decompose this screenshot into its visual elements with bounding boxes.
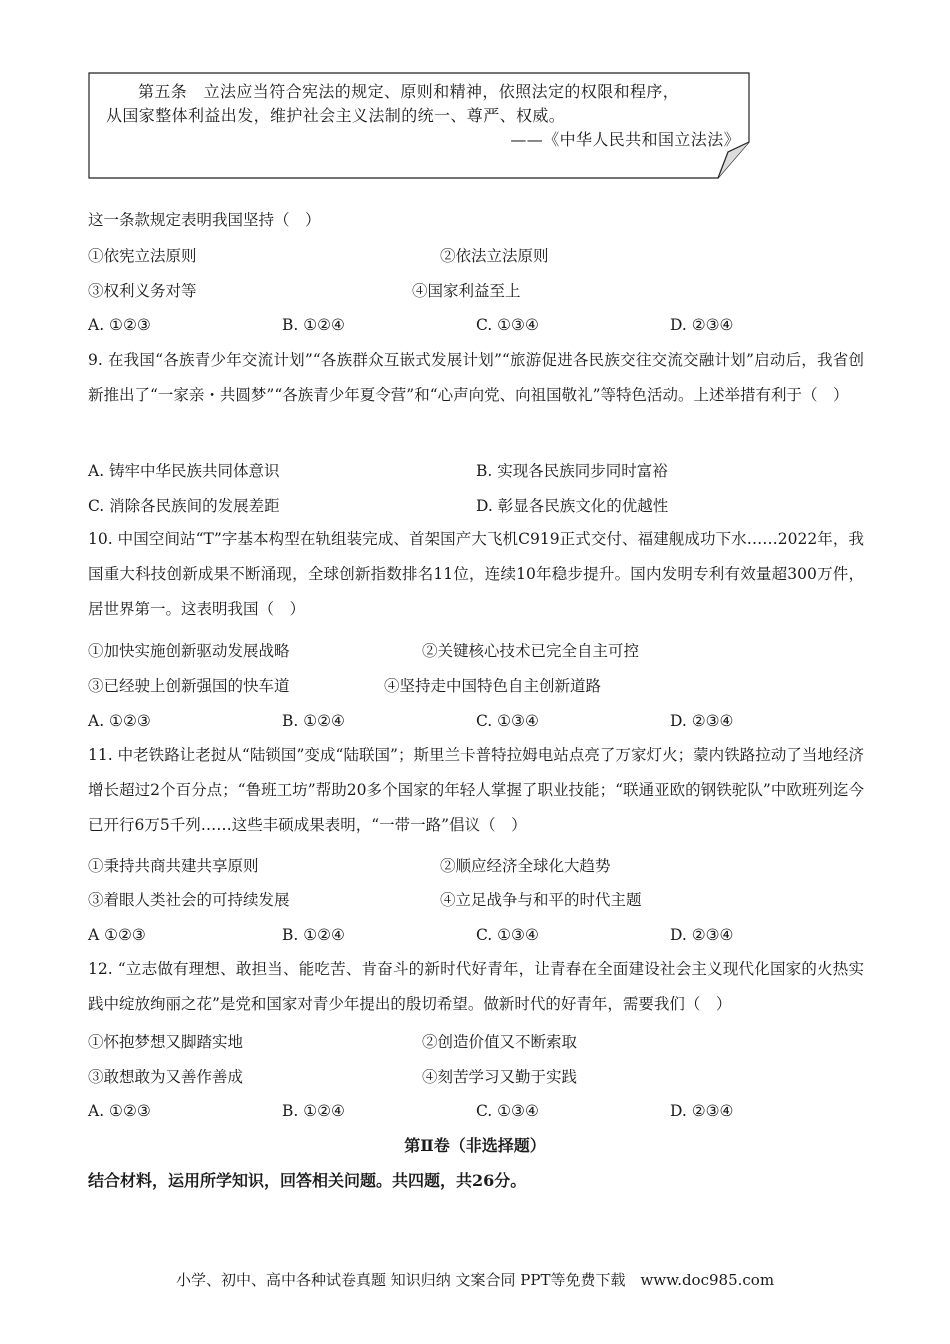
q10-item-1: ①加快实施创新驱动发展战略	[88, 642, 290, 660]
q12-choice-c[interactable]: C. ①③④	[476, 1102, 539, 1120]
q8-choice-c[interactable]: C. ①③④	[476, 316, 539, 334]
q8-item-1: ①依宪立法原则	[88, 247, 197, 265]
q8-stem: 这一条款规定表明我国坚持（ ）	[88, 211, 321, 229]
q9-choice-d[interactable]: D. 彰显各民族文化的优越性	[476, 497, 669, 515]
quote-line-2: 从国家整体利益出发，维护社会主义法制的统一、尊严、权威。	[106, 106, 566, 125]
q11-choice-d[interactable]: D. ②③④	[670, 926, 734, 944]
q10-choice-c[interactable]: C. ①③④	[476, 712, 539, 730]
page-footer: 小学、初中、高中各种试卷真题 知识归纳 文案合同 PPT等免费下载 www.doc985.com	[175, 1271, 775, 1289]
law-quote-box	[88, 72, 750, 178]
q12-item-3: ③敢想敢为又善作善成	[88, 1068, 244, 1086]
quote-text	[106, 80, 746, 152]
q11-stem: 11. 中老铁路让老挝从“陆锁国”变成“陆联国”；斯里兰卡普特拉姆电站点亮了万家灯火；蒙内铁路拉动了当地经济增长超过2个百分点；“鲁班工坊”帮助20多个国家的年轻人掌握了职业技能；“联通亚欧的钢铁驼队”中欧班列迄今已开行6万5千列……这些丰硕成果表明，“一带一路”倡议（ ）	[88, 746, 864, 834]
q8-item-2: ②依法立法原则	[440, 247, 549, 265]
quote-source: ——《中华人民共和国立法法》	[510, 130, 740, 149]
q12-choice-d[interactable]: D. ②③④	[670, 1102, 734, 1120]
q9-choice-c[interactable]: C. 消除各民族间的发展差距	[88, 497, 280, 515]
q8-item-4: ④国家利益至上	[412, 282, 521, 300]
q11-choice-a[interactable]: A ①②③	[88, 926, 146, 944]
q9-choice-a[interactable]: A. 铸牢中华民族共同体意识	[88, 462, 280, 480]
q11-item-1: ①秉持共商共建共享原则	[88, 857, 259, 875]
q12-item-4: ④刻苦学习又勤于实践	[422, 1068, 578, 1086]
quote-line-1: 第五条 立法应当符合宪法的规定、原则和精神，依照法定的权限和程序，	[138, 82, 680, 101]
q10-item-2: ②关键核心技术已完全自主可控	[422, 642, 640, 660]
q9-choice-b[interactable]: B. 实现各民族同步同时富裕	[476, 462, 668, 480]
q10-choice-d[interactable]: D. ②③④	[670, 712, 734, 730]
q8-choice-d[interactable]: D. ②③④	[670, 316, 734, 334]
q8-item-3: ③权利义务对等	[88, 282, 197, 300]
q11-item-2: ②顺应经济全球化大趋势	[440, 857, 611, 875]
part2-heading: 第Ⅱ卷（非选择题）	[404, 1136, 546, 1155]
q12-stem: 12. “立志做有理想、敢担当、能吃苦、肯奋斗的新时代好青年，让青春在全面建设社会主义现代化国家的火热实践中绽放绚丽之花”是党和国家对青少年提出的殷切希望。做新时代的好青年，需要我们（ ）	[88, 960, 864, 1013]
q11-item-3: ③着眼人类社会的可持续发展	[88, 891, 290, 909]
q12-choice-b[interactable]: B. ①②④	[282, 1102, 345, 1120]
q10-item-3: ③已经驶上创新强国的快车道	[88, 677, 290, 695]
q10-choice-a[interactable]: A. ①②③	[88, 712, 151, 730]
q9-stem: 9. 在我国“各族青少年交流计划”“各族群众互嵌式发展计划”“旅游促进各民族交往交流交融计划”启动后，我省创新推出了“一家亲・共圆梦”“各族青少年夏令营”和“心声向党、向祖国敬礼”等特色活动。上述举措有利于（ ）	[88, 351, 864, 404]
q10-choice-b[interactable]: B. ①②④	[282, 712, 345, 730]
q8-choice-a[interactable]: A. ①②③	[88, 316, 151, 334]
q8-choice-b[interactable]: B. ①②④	[282, 316, 345, 334]
q11-choice-c[interactable]: C. ①③④	[476, 926, 539, 944]
q10-stem: 10. 中国空间站“T”字基本构型在轨组装完成、首架国产大飞机C919正式交付、福建舰成功下水……2022年，我国重大科技创新成果不断涌现，全球创新指数排名11位，连续10年稳步提升。国内发明专利有效量超300万件，居世界第一。这表明我国（ ）	[88, 530, 864, 618]
q12-item-1: ①怀抱梦想又脚踏实地	[88, 1033, 244, 1051]
q12-item-2: ②创造价值又不断索取	[422, 1033, 578, 1051]
q12-choice-a[interactable]: A. ①②③	[88, 1102, 151, 1120]
q11-choice-b[interactable]: B. ①②④	[282, 926, 345, 944]
part2-instruction: 结合材料，运用所学知识，回答相关问题。共四题，共26分。	[88, 1171, 527, 1190]
q10-item-4: ④坚持走中国特色自主创新道路	[384, 677, 602, 695]
q11-item-4: ④立足战争与和平的时代主题	[440, 891, 642, 909]
